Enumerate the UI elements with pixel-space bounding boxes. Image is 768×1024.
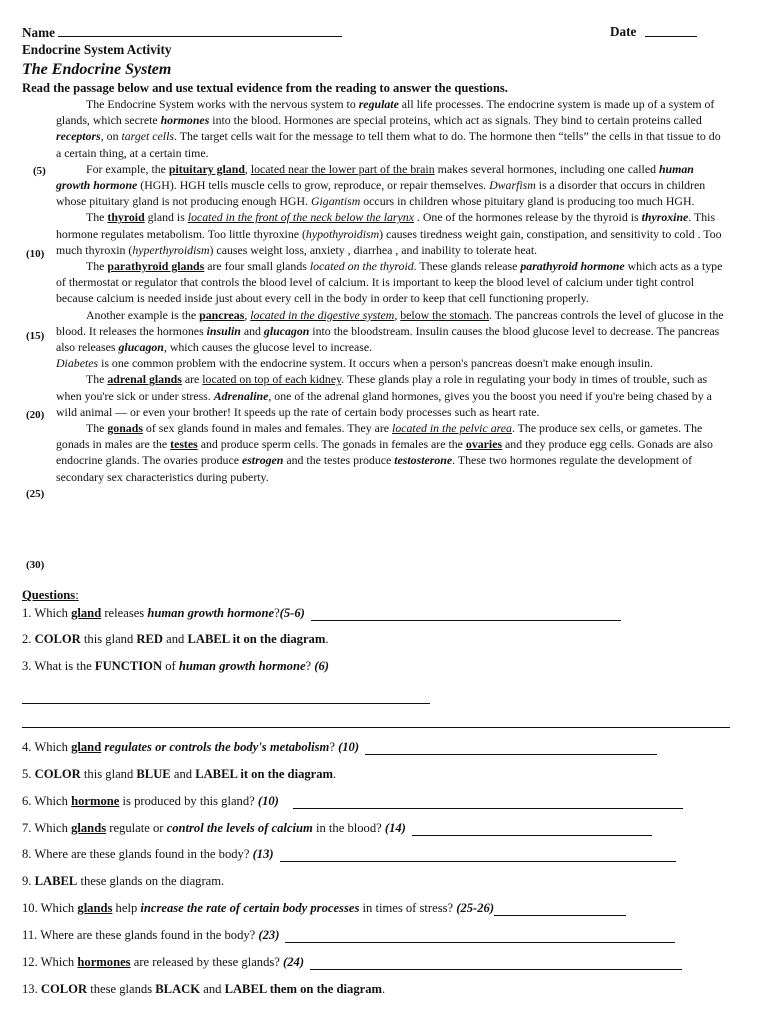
line-number-5: (5) bbox=[33, 165, 46, 177]
reading-passage bbox=[56, 96, 724, 485]
question-4: 4. Which gland regulates or controls the body's metabolism? (10) bbox=[22, 740, 742, 755]
question-13: 13. COLOR these glands BLACK and LABEL them on the diagram. bbox=[22, 982, 386, 996]
date-label: Date bbox=[610, 24, 637, 39]
question-3: 3. What is the FUNCTION of human growth hormone? (6) bbox=[22, 659, 329, 673]
line-number-15: (15) bbox=[26, 330, 45, 342]
date-field[interactable] bbox=[645, 24, 697, 37]
question-10: 10. Which glands help increase the rate of certain body processes in times of stress? (25-26) bbox=[22, 901, 742, 916]
question-7: 7. Which glands regulate or control the levels of calcium in the blood? (14) bbox=[22, 821, 742, 836]
answer-line-8[interactable] bbox=[280, 849, 676, 862]
answer-line-3a[interactable] bbox=[22, 703, 430, 704]
question-11: 11. Where are these glands found in the body? (23) bbox=[22, 928, 742, 943]
name-label: Name bbox=[22, 25, 55, 40]
answer-line-11[interactable] bbox=[285, 930, 675, 943]
question-2: 2. COLOR this gland RED and LABEL it on the diagram. bbox=[22, 632, 329, 646]
paragraph-parathyroid: The parathyroid glands are four small glands located on the thyroid. These glands release parathyroid hormone which acts as a type of thermostat or regulator that controls the blood level of calcium. It is important to keep the blood level of calcium under tight control because calcium is needed inside just about every cell in the body in order to keep that cell functioning properly. bbox=[56, 259, 723, 306]
line-number-30: (30) bbox=[26, 559, 45, 571]
question-6: 6. Which hormone is produced by this gland? (10) bbox=[22, 794, 742, 809]
answer-line-4[interactable] bbox=[365, 742, 657, 755]
paragraph-pancreas: Another example is the pancreas, located in the digestive system, below the stomach. The pancreas controls the level of glucose in the blood. It releases the hormones insulin and glucagon into the bloodstream. Insulin causes the blood glucose level to decrease. The pancreas also releases glucagon, which causes the glucose level to increase. Diabetes is one common problem with the endocrine system. It occurs when a person's pancreas doesn't make enough insulin. bbox=[56, 307, 724, 371]
activity-title: Endocrine System Activity bbox=[22, 42, 172, 57]
question-8: 8. Where are these glands found in the body? (13) bbox=[22, 847, 742, 862]
question-5: 5. COLOR this gland BLUE and LABEL it on the diagram. bbox=[22, 767, 337, 781]
instructions: Read the passage below and use textual evidence from the reading to answer the questions. bbox=[22, 81, 508, 95]
page-title: The Endocrine System bbox=[22, 61, 172, 78]
question-1: 1. Which gland releases human growth hormone?(5-6) bbox=[22, 606, 742, 621]
name-date-row bbox=[22, 24, 748, 41]
answer-line-6[interactable] bbox=[293, 796, 683, 809]
questions-heading: Questions: bbox=[22, 588, 79, 602]
line-number-25: (25) bbox=[26, 488, 45, 500]
answer-line-10[interactable] bbox=[494, 903, 626, 916]
line-number-20: (20) bbox=[26, 409, 45, 421]
paragraph-endocrine-intro: The Endocrine System works with the nervous system to regulate all life processes. The endocrine system is made up of a system of glands, which secrete hormones into the blood. Hormones are special proteins, which act as signals. They bind to certain proteins called receptors, on target cells. The target cells wait for the message to tell them what to do. The hormone then “tells” the cells in that tissue to do a certain thing, at a certain time. bbox=[56, 97, 721, 160]
name-field[interactable] bbox=[58, 24, 342, 37]
paragraph-thyroid: The thyroid gland is located in the front of the neck below the larynx . One of the hormones release by the thyroid is thyroxine. This hormone regulates metabolism. Too little thyroxine (hypothyroidism) causes tiredness weight gain, constipation, and sensitivity to cold . Too much thyroxin (hyperthyroidism) causes weight loss, anxiety , diarrhea , and inability to tolerate heat. bbox=[56, 210, 722, 257]
question-9: 9. LABEL these glands on the diagram. bbox=[22, 874, 225, 888]
answer-line-3b[interactable] bbox=[22, 727, 730, 728]
line-number-10: (10) bbox=[26, 248, 45, 260]
paragraph-gonads: The gonads of sex glands found in males and females. They are located in the pelvic area. The produce sex cells, or gametes. The gonads in males are the testes and produce sperm cells. The gonads in females are the ovaries and they produce egg cells. Gonads are also endocrine glands. The ovaries produce estrogen and the testes produce testosterone. These two hormones regulate the development of secondary sex characteristics during puberty. bbox=[56, 421, 713, 484]
paragraph-pituitary: For example, the pituitary gland, located near the lower part of the brain makes several hormones, including one called human growth hormone (HGH). HGH tells muscle cells to grow, reproduce, or repair themselves. Dwarfism is a disorder that occurs in children whose pituitary gland is not producing enough HGH. Gigantism occurs in children whose pituitary gland is producing too much HGH. bbox=[56, 161, 706, 209]
answer-line-1[interactable] bbox=[311, 608, 621, 621]
answer-line-12[interactable] bbox=[310, 957, 682, 970]
question-12: 12. Which hormones are released by these glands? (24) bbox=[22, 955, 742, 970]
paragraph-adrenal: The adrenal glands are located on top of each kidney. These glands play a role in regulating your body in times of trouble, such as when you're sick or under stress. Adrenaline, one of the adrenal gland hormones, gives you the boost you need if you're being chased by a wild animal — or even your brother! It speeds up the rate of certain body processes such as heart rate. bbox=[56, 372, 712, 419]
answer-line-7[interactable] bbox=[412, 823, 652, 836]
